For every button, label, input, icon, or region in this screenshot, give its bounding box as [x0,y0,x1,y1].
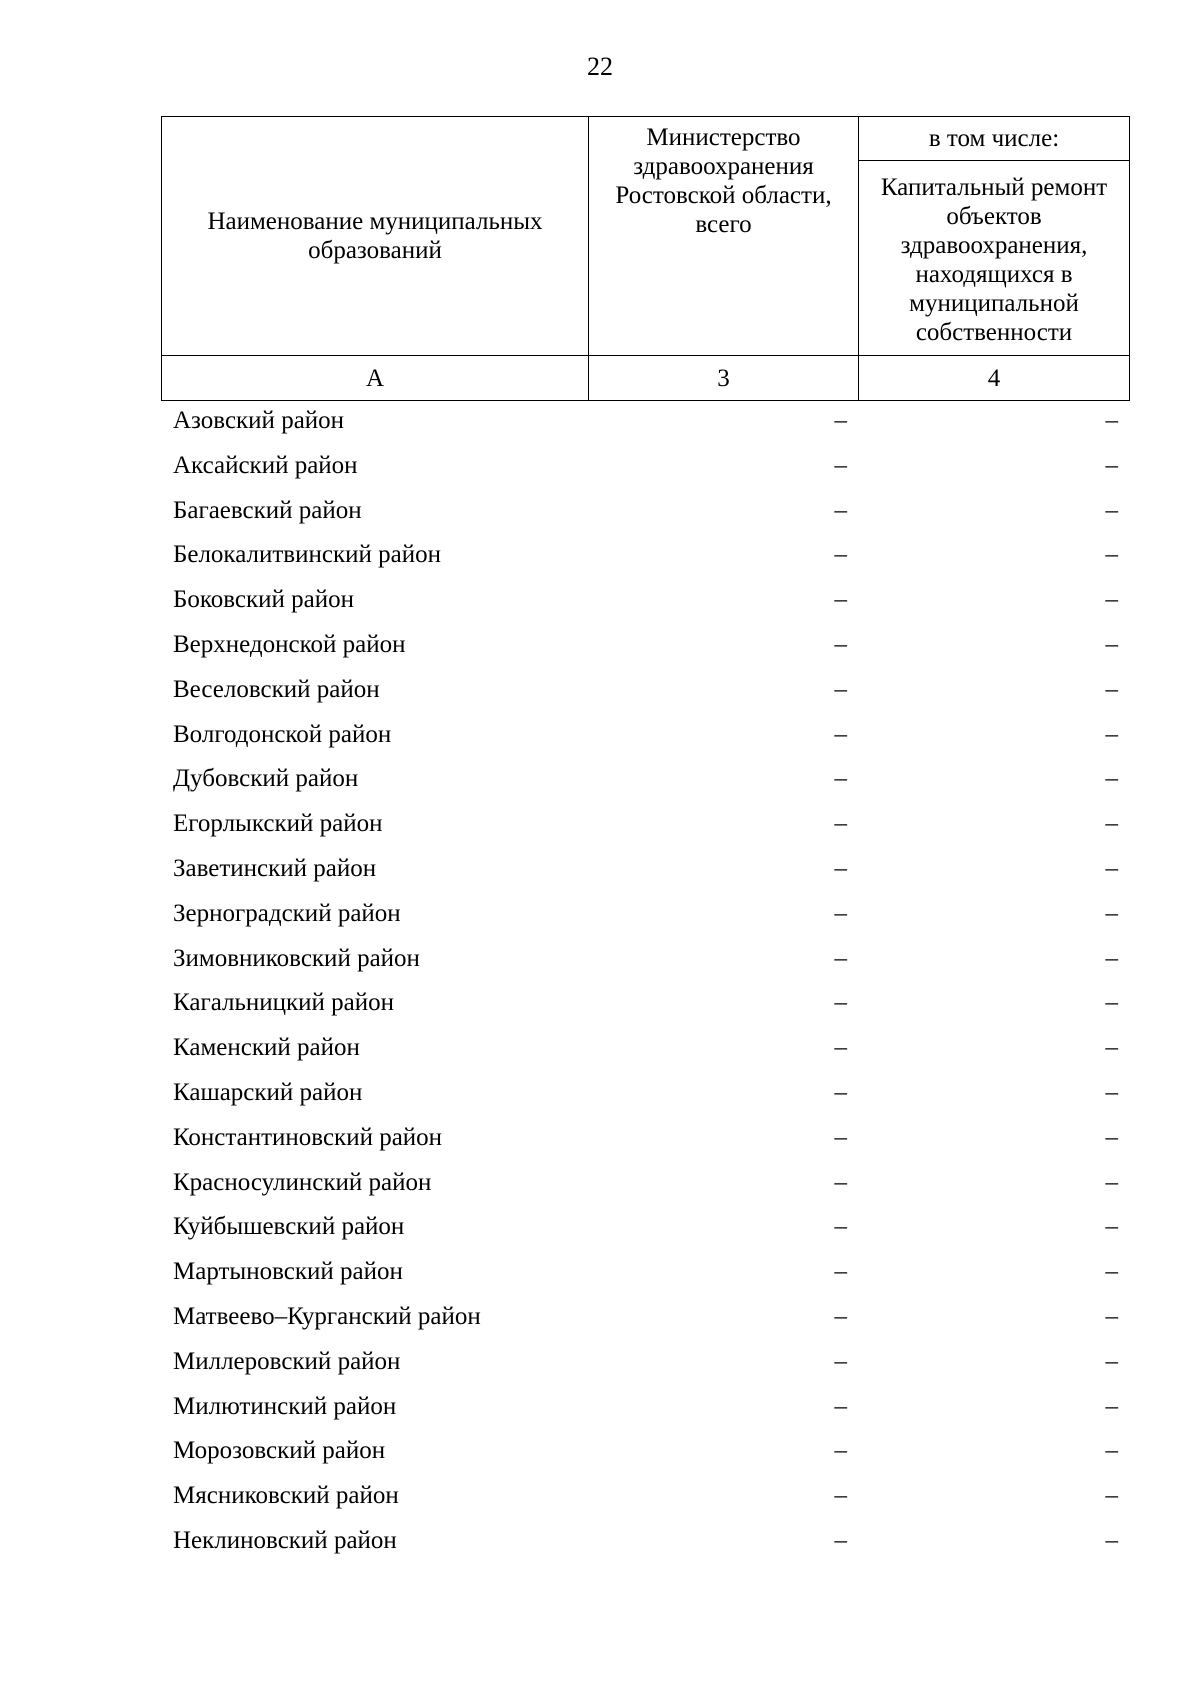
table-row [161,399,1129,444]
total-value: – [834,1213,847,1241]
total-value: – [834,1078,847,1106]
capital-repair-value: – [1105,496,1118,524]
column-header-ministry-total: Министерство здравоохранения Ростовской области, всего [589,117,859,356]
total-value: – [834,407,847,434]
municipality-name: Верхнедонской район [173,630,406,658]
column-number-3: 3 [589,356,859,401]
total-value: – [834,1347,847,1375]
municipality-name: Зимовниковский район [173,944,420,972]
capital-repair-value: – [1105,1034,1118,1062]
total-value: – [834,810,847,838]
municipality-name: Каменский район [173,1034,360,1062]
total-value: – [834,541,847,569]
capital-repair-value: – [1105,407,1118,434]
capital-repair-value: – [1105,1123,1118,1151]
municipality-name: Белокалитвинский район [173,541,441,569]
capital-repair-value: – [1105,854,1118,882]
table-header [161,116,1130,401]
municipality-name: Дубовский район [173,765,359,793]
municipality-name: Морозовский район [173,1437,386,1465]
municipality-name: Неклиновский район [173,1526,397,1554]
municipality-name: Матвеево–Курганский район [173,1302,481,1330]
total-value: – [834,1302,847,1330]
total-value: – [834,496,847,524]
table-row [161,847,1129,892]
capital-repair-value: – [1105,1213,1118,1241]
total-value: – [834,451,847,479]
municipality-name: Багаевский район [173,496,362,524]
table-row [161,1161,1129,1206]
municipality-name: Егорлыкский район [173,810,383,838]
total-value: – [834,720,847,748]
capital-repair-value: – [1105,989,1118,1017]
table-row [161,1385,1129,1430]
capital-repair-value: – [1105,586,1118,614]
table-row [161,668,1129,713]
table-row [161,1071,1129,1116]
table-row [161,802,1129,847]
municipality-name: Милютинский район [173,1392,397,1420]
municipality-name: Зерноградский район [173,899,401,927]
total-value: – [834,989,847,1017]
capital-repair-value: – [1105,899,1118,927]
municipality-name: Волгодонской район [173,720,392,748]
table-row [161,1474,1129,1519]
table-row [161,533,1129,578]
column-number-4: 4 [859,356,1130,401]
capital-repair-value: – [1105,541,1118,569]
capital-repair-value: – [1105,765,1118,793]
table-body [161,399,1129,1564]
total-value: – [834,944,847,972]
municipality-name: Красносулинский район [173,1168,432,1196]
total-value: – [834,1123,847,1151]
capital-repair-value: – [1105,720,1118,748]
table-row [161,1116,1129,1161]
capital-repair-value: – [1105,675,1118,703]
total-value: – [834,1526,847,1554]
table-row [161,489,1129,534]
capital-repair-value: – [1105,1392,1118,1420]
capital-repair-value: – [1105,810,1118,838]
table-row [161,444,1129,489]
capital-repair-value: – [1105,1526,1118,1554]
table-row [161,757,1129,802]
municipality-name: Куйбышевский район [173,1213,405,1241]
municipality-name: Кагальницкий район [173,989,395,1017]
municipality-name: Мартыновский район [173,1258,403,1286]
capital-repair-value: – [1105,1482,1118,1510]
municipality-name: Веселовский район [173,675,380,703]
total-value: – [834,1168,847,1196]
total-value: – [834,1437,847,1465]
municipality-name: Аксайский район [173,451,358,479]
municipality-name: Боковский район [173,586,354,614]
municipality-name: Миллеровский район [173,1347,401,1375]
column-header-including: в том числе: [859,117,1130,161]
total-value: – [834,899,847,927]
total-value: – [834,675,847,703]
column-header-municipality: Наименование муниципальных образований [162,117,589,356]
total-value: – [834,765,847,793]
capital-repair-value: – [1105,1302,1118,1330]
capital-repair-value: – [1105,451,1118,479]
capital-repair-value: – [1105,944,1118,972]
table-row [161,713,1129,758]
total-value: – [834,1482,847,1510]
table-row [161,623,1129,668]
column-header-capital-repair: Капитальный ремонт объектов здравоохранения, находящихся в муниципальной собственности [859,161,1130,356]
table-row [161,1205,1129,1250]
municipality-name: Константиновский район [173,1123,443,1151]
capital-repair-value: – [1105,1347,1118,1375]
municipality-name: Мясниковский район [173,1482,399,1510]
table-row [161,981,1129,1026]
total-value: – [834,854,847,882]
capital-repair-value: – [1105,630,1118,658]
total-value: – [834,1392,847,1420]
municipality-name: Азовский район [173,407,345,434]
table-row [161,1026,1129,1071]
total-value: – [834,586,847,614]
total-value: – [834,1258,847,1286]
table-row [161,1340,1129,1385]
table-row [161,892,1129,937]
table-row [161,1295,1129,1340]
capital-repair-value: – [1105,1078,1118,1106]
capital-repair-value: – [1105,1258,1118,1286]
table-row [161,578,1129,623]
column-number-a: А [162,356,589,401]
page-number: 22 [587,52,613,81]
total-value: – [834,1034,847,1062]
municipality-name: Заветинский район [173,854,377,882]
capital-repair-value: – [1105,1437,1118,1465]
table-row [161,1250,1129,1295]
table-row [161,1519,1129,1564]
capital-repair-value: – [1105,1168,1118,1196]
table-row [161,1429,1129,1474]
municipality-name: Кашарский район [173,1078,363,1106]
table-row [161,937,1129,982]
total-value: – [834,630,847,658]
